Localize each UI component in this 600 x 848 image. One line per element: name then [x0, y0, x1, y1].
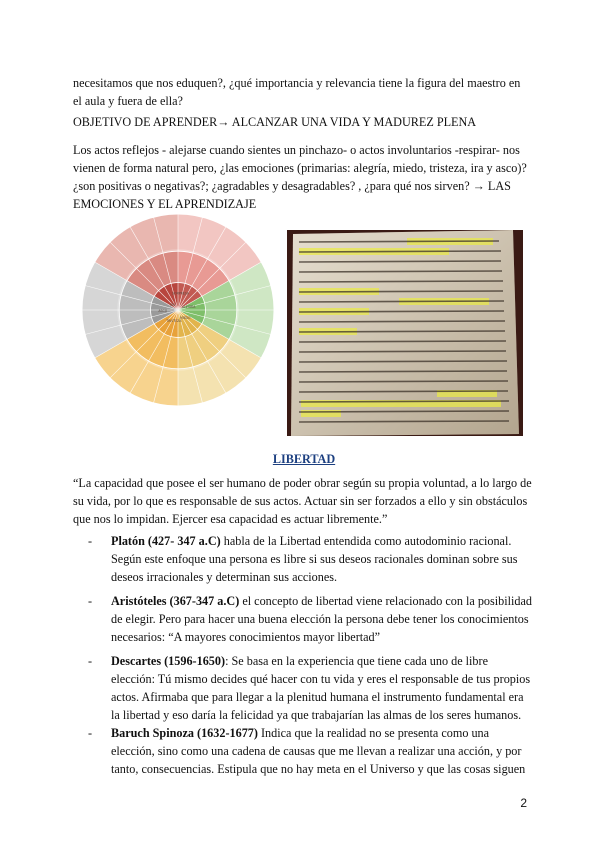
list-dash: - [88, 726, 93, 740]
book-page-photo [287, 230, 523, 436]
philosopher-text: : Se basa en la experiencia que tiene cada uno de libre elección: Tú mismo decides qué hacer con tu vida y eres el responsable de tus propios actos. Afirmaba que para llegar a la plenitud humana el instrumento fundamental era la libertad y eso daría la felicidad ya que trabajarían las almas de los seres humanos. [111, 654, 531, 722]
list-dash: - [88, 654, 93, 668]
philosopher-name: Descartes (1596-1650) [111, 654, 226, 668]
objective-line: OBJETIVO DE APRENDER→ ALCANZAR UNA VIDA Y MADUREZ PLENA [73, 115, 477, 129]
emotions-paragraph: Los actos reflejos - alejarse cuando sientes un pinchazo- o actos involuntarios -respirar- nos vienen de forma natural pero, ¿las emociones (primarias: alegría, miedo, tristeza, ira y asco)? ¿son positivas o negativas?; ¿agradables y desagradables? , ¿para qué nos sirven? → LAS EMOCIONES Y EL APRENDIZAJE [73, 143, 527, 211]
wheel-word-tristeza: TRISTEZA [166, 318, 182, 323]
philosopher-item-aristoteles [73, 592, 533, 646]
wheel-word-miedo: MIEDO [179, 315, 191, 320]
list-dash: - [88, 594, 93, 608]
libertad-definition: “La capacidad que posee el ser humano de poder obrar según su propia voluntad, a lo largo de su vida, por lo que es responsable de sus actos. Actuar sin ser forzados a ello y sin obstáculos que nos lo impidan. Ejercer esa capacidad es actuar libremente.” [73, 476, 532, 526]
page-number: 2 [520, 796, 527, 810]
philosopher-name: Platón (427- 347 a.C) [111, 534, 221, 548]
philosopher-text: Indica que la realidad no se presenta como una elección, sino como una cadena de causas que me llevan a realizar una acción, y por tanto, consecuencias. Estipula que no hay meta en el Universo y que las cosas siguen [111, 726, 526, 776]
wheel-word-asco: ASCO [158, 308, 168, 313]
intro-text: necesitamos que nos eduquen?, ¿qué importancia y relevancia tiene la figura del maestro en el aula y fuera de ella? [73, 76, 521, 108]
philosopher-item-spinoza [73, 724, 533, 778]
philosopher-name: Aristóteles (367-347 a.C) [111, 594, 240, 608]
philosopher-name: Baruch Spinoza (1632-1677) [111, 726, 258, 740]
philosopher-text: habla de la Libertad entendida como autodominio racional. Según este enfoque una persona es libre si sus deseos racionales dominan sobre sus deseos irracionales y determinan sus acciones. [111, 534, 518, 584]
wheel-word-ira: IRA [170, 303, 176, 308]
emotion-wheel-image [80, 212, 276, 408]
wheel-word-sorpresa: SORPRESA [172, 291, 189, 296]
list-dash: - [88, 534, 93, 548]
philosopher-text: el concepto de libertad viene relacionado con la posibilidad de elegir. Pero para hacer una buena elección la persona debe tener los conocimientos necesarios: “A mayores conocimientos mayor libertad” [111, 594, 533, 644]
wheel-word-alegria: ALEGRÍA [181, 305, 196, 310]
philosopher-item-descartes [73, 652, 533, 724]
section-title-libertad: LIBERTAD [272, 452, 336, 466]
philosopher-item-platon [73, 532, 533, 586]
